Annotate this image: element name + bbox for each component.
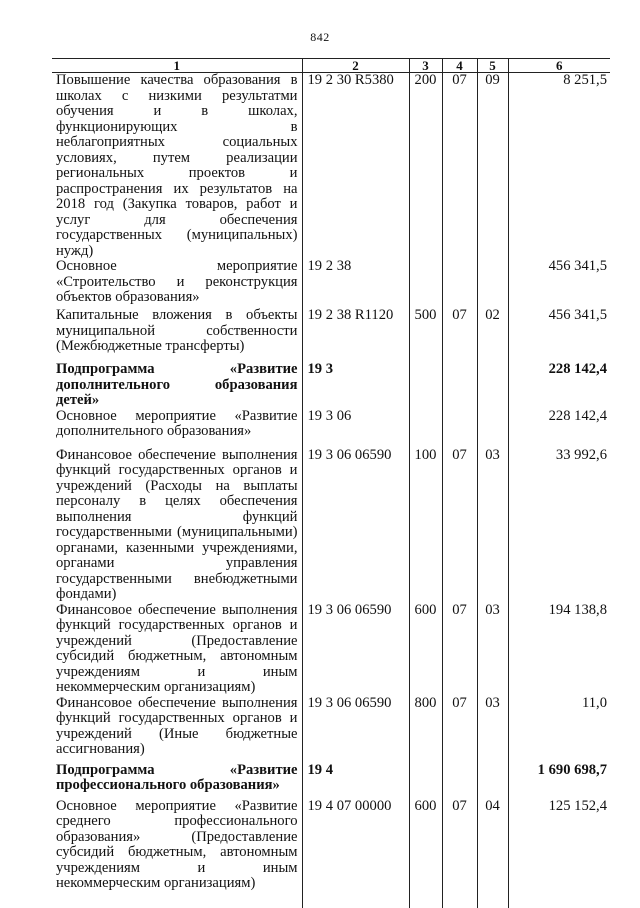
row-subsection xyxy=(477,409,508,448)
row-expense-type: 500 xyxy=(409,308,442,362)
row-expense-type xyxy=(409,409,442,448)
row-amount: 11,0 xyxy=(508,696,610,763)
row-subsection: 03 xyxy=(477,603,508,696)
row-name: Финансовое обеспечение выполнения функций государственных органов и учреждений (Расходы на выплаты персоналу в целях обеспечения выполнения функций государственными (муниципальными) органами, казенными учреждениями, органами управления государственными внебюджетными фондами) xyxy=(56,446,298,602)
row-amount: 228 142,4 xyxy=(508,362,610,409)
row-subsection: 09 xyxy=(477,73,508,260)
row-section xyxy=(442,763,477,799)
row-subsection: 03 xyxy=(477,696,508,763)
header-col-4: 4 xyxy=(442,59,477,73)
row-expense-type: 600 xyxy=(409,603,442,696)
table-row xyxy=(52,763,610,799)
row-expense-type: 800 xyxy=(409,696,442,763)
row-name: Повышение качества образования в школах с низкими результатми обучения и в школах, функционирующих в неблагоприятных социальных условиях, путем реализации региональных проектов и распространения их результатов на 2018 год (Закупка товаров, работ и услуг для обеспечения государственных (муниципальных) нужд) xyxy=(56,72,298,259)
row-code: 19 3 06 xyxy=(302,409,409,448)
row-amount: 125 152,4 xyxy=(508,799,610,908)
table-row xyxy=(52,799,610,908)
row-expense-type: 100 xyxy=(409,448,442,603)
row-code: 19 3 06 06590 xyxy=(302,448,409,603)
row-code: 19 2 38 xyxy=(302,259,409,308)
table-row xyxy=(52,603,610,696)
row-amount: 8 251,5 xyxy=(508,73,610,260)
row-amount: 33 992,6 xyxy=(508,448,610,603)
table-header-row xyxy=(52,59,610,73)
row-section xyxy=(442,409,477,448)
header-col-2: 2 xyxy=(302,59,409,73)
row-name: Основное мероприятие «Строительство и реконструкция объектов образования» xyxy=(56,258,298,305)
row-code: 19 2 38 R1120 xyxy=(302,308,409,362)
table-row xyxy=(52,259,610,308)
row-subsection xyxy=(477,259,508,308)
row-name: Основное мероприятие «Развитие дополнительного образования» xyxy=(56,407,298,439)
row-section xyxy=(442,259,477,308)
table-row xyxy=(52,448,610,603)
row-section: 07 xyxy=(442,696,477,763)
table-row xyxy=(52,308,610,362)
row-amount: 456 341,5 xyxy=(508,308,610,362)
row-section: 07 xyxy=(442,73,477,260)
row-name: Финансовое обеспечение выполнения функций государственных органов и учреждений (Иные бюджетные ассигнования) xyxy=(56,694,298,757)
table-row xyxy=(52,362,610,409)
row-amount: 1 690 698,7 xyxy=(508,763,610,799)
table-row xyxy=(52,696,610,763)
row-expense-type: 200 xyxy=(409,73,442,260)
row-code: 19 4 07 00000 xyxy=(302,799,409,908)
header-col-6: 6 xyxy=(508,59,610,73)
row-amount: 456 341,5 xyxy=(508,259,610,308)
page-number: 842 xyxy=(310,30,330,44)
row-subsection: 03 xyxy=(477,448,508,603)
row-code: 19 3 06 06590 xyxy=(302,603,409,696)
row-section xyxy=(442,362,477,409)
row-section: 07 xyxy=(442,603,477,696)
row-amount: 228 142,4 xyxy=(508,409,610,448)
budget-table xyxy=(52,58,610,908)
row-subsection xyxy=(477,763,508,799)
header-col-1: 1 xyxy=(52,59,302,73)
row-code: 19 4 xyxy=(302,763,409,799)
row-section: 07 xyxy=(442,799,477,908)
row-expense-type xyxy=(409,362,442,409)
row-expense-type xyxy=(409,763,442,799)
row-expense-type xyxy=(409,259,442,308)
table-row xyxy=(52,73,610,260)
row-subsection: 02 xyxy=(477,308,508,362)
row-name: Подпрограмма «Развитие профессионального образования» xyxy=(56,761,298,793)
row-name: Подпрограмма «Развитие дополнительного образования детей» xyxy=(56,361,298,408)
row-section: 07 xyxy=(442,448,477,603)
row-code: 19 2 30 R5380 xyxy=(302,73,409,260)
table-row xyxy=(52,409,610,448)
row-section: 07 xyxy=(442,308,477,362)
header-col-3: 3 xyxy=(409,59,442,73)
row-code: 19 3 xyxy=(302,362,409,409)
row-code: 19 3 06 06590 xyxy=(302,696,409,763)
row-name: Основное мероприятие «Развитие среднего профессионального образования» (Предоставление субсидий бюджетным, автономным учреждениям и иным некоммерческим организациям) xyxy=(56,797,298,891)
row-expense-type: 600 xyxy=(409,799,442,908)
row-name: Капитальные вложения в объекты муниципальной собственности (Межбюджетные трансферты) xyxy=(56,307,298,354)
row-name: Финансовое обеспечение выполнения функций государственных органов и учреждений (Предоставление субсидий бюджетным, автономным учреждениям и иным некоммерческим организациям) xyxy=(56,601,298,695)
row-subsection xyxy=(477,362,508,409)
row-amount: 194 138,8 xyxy=(508,603,610,696)
row-subsection: 04 xyxy=(477,799,508,908)
header-col-5: 5 xyxy=(477,59,508,73)
